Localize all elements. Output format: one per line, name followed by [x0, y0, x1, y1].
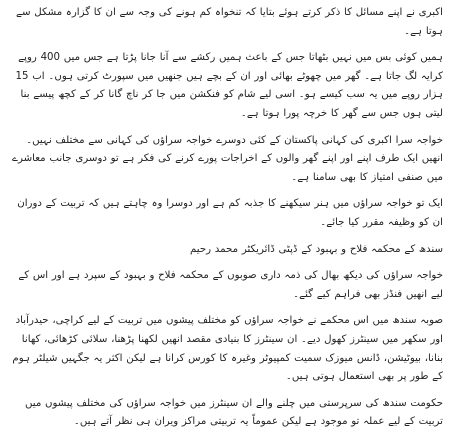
paragraph-gap — [7, 259, 443, 267]
paragraph-6: خواجہ سراؤں کی دیکھ بھال کی ذمہ داری صوبوں کے محکمہ فلاح و بہبود کے سپرد ہے اور اس کے لیے انھیں فنڈز بھی فراہم کیے گئے۔ — [18, 270, 443, 300]
paragraph-2: ہمیں کوئی بس میں نہیں بٹھاتا جس کے باعث ہمیں رکشے سے آنا جانا پڑتا ہے جس میں 400 روپے کرایہ لگ جاتا ہے۔ گھر میں چھوٹے بھائی اور ان کے بچے ہیں جنھیں میں سپورٹ کرتی ہوں۔ اب 15 ہزار روپے میں یہ سب کیسے ہو۔ اسی لیے شام کو فنکشن میں جا کر ناچ گانا کر کے کچھ پیسے بنا لیتی ہوں جس سے گھر کا خرچہ پورا ہوتا ہے۔ — [15, 52, 443, 119]
paragraph-5: سندھ کے محکمہ فلاح و بہبود کے ڈپٹی ڈائریکٹر محمد رحیم — [190, 243, 443, 255]
paragraph-7: صوبہ سندھ میں اس محکمے نے خواجہ سراؤں کو مختلف پیشوں میں تربیت کے لیے کراچی، حیدرآباد اور سکھر میں سینٹرز کھول دیے۔ ان سینٹرز کا بنیادی مقصد انھیں لکھنا پڑھنا، سلائی کڑھائی، کھانا بنانا، بیوٹیشن، ڈانس میوزک سمیت کمپیوٹر وغیرہ کا کورس کرانا ہے لیکن اکثر یہ جگہیں شیلٹر ہوم کے طور پر بھی استعمال ہوتی ہیں۔ — [12, 315, 443, 383]
paragraph-gap — [7, 187, 443, 195]
paragraph-gap — [7, 387, 443, 395]
paragraph-4: ایک تو خواجہ سراؤں میں ہنر سیکھنے کا جذبہ کم ہے اور دوسرا وہ چاہتے ہیں کہ تربیت کے دوران ان کو وظیفہ مقرر کیا جائے۔ — [17, 198, 443, 228]
paragraph-gap — [7, 304, 443, 312]
paragraph-gap — [7, 233, 443, 241]
paragraph-gap — [7, 124, 443, 132]
paragraph-1: اکبری نے اپنے مسائل کا ذکر کرتے ہوئے بتایا کہ تنخواہ کم ہونے کی وجہ سے ان کا گزارہ مشکل سے ہوتا ہے۔ — [16, 7, 443, 37]
paragraph-8: حکومت سندھ کی سرپرستی میں چلنے والے ان سینٹرز میں خواجہ سراؤں کی مختلف پیشوں میں تربیت کے لیے عملہ تو موجود ہے لیکن عموماً یہ تربیتی مراکز ویران ہی نظر آتے ہیں۔ — [24, 397, 443, 428]
paragraph-gap — [7, 41, 443, 49]
paragraph-3: خواجہ سرا اکبری کی کہانی پاکستان کے کئی دوسرے خواجہ سراؤں کی کہانی سے مختلف نہیں۔ انھیں ایک طرف اپنے اور اپنے گھر والوں کے اخراجات پورے کرنے کی فکر ہے تو دوسری جانب معاشرے میں صنفی امتیاز کا بھی سامنا ہے۔ — [12, 134, 443, 183]
